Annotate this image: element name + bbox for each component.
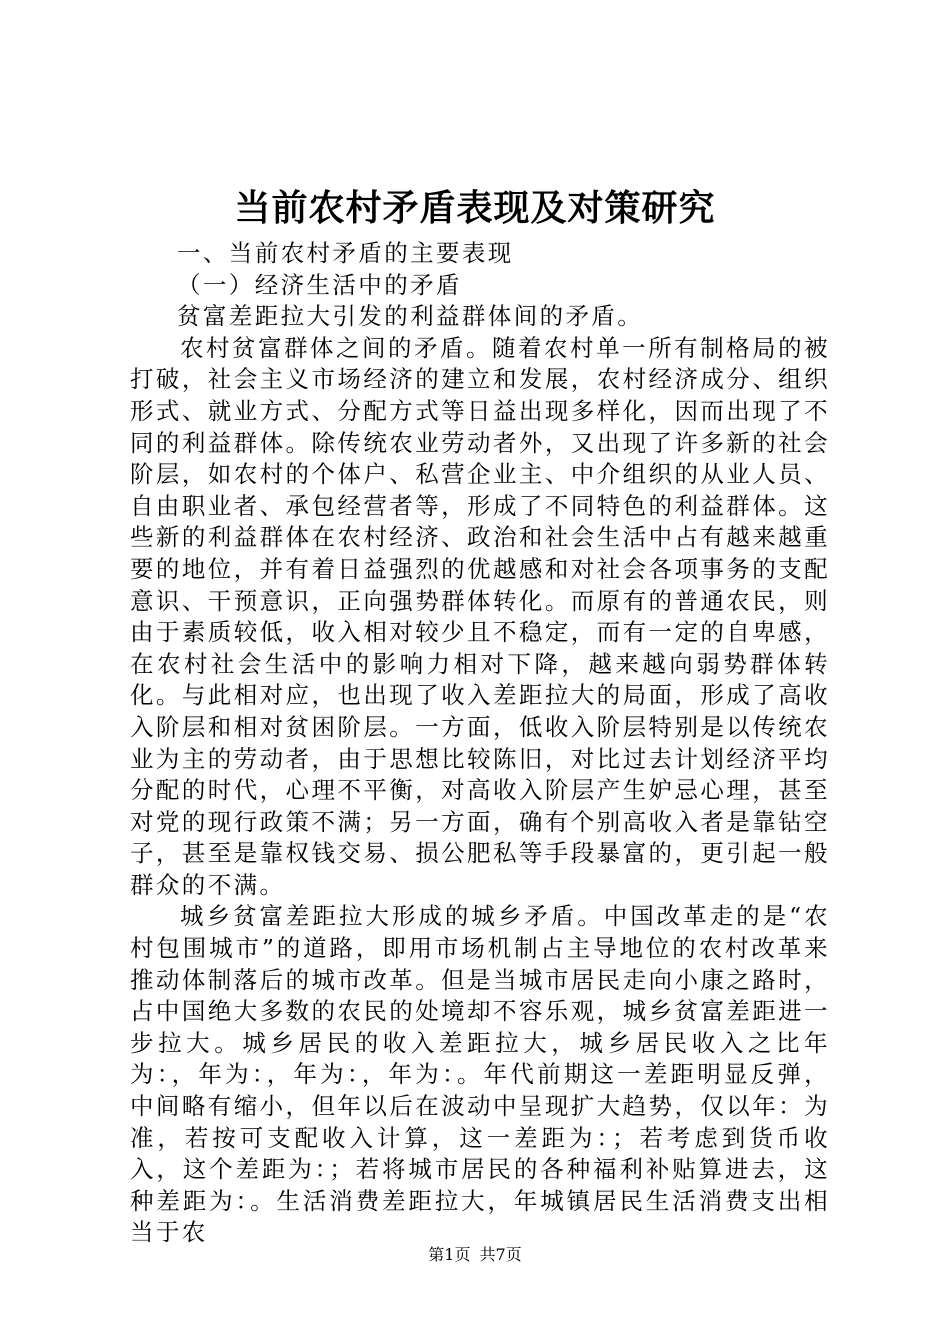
document-title: 当前农村矛盾表现及对策研究: [234, 187, 716, 229]
body-paragraph: 农村贫富群体之间的矛盾。随着农村单一所有制格局的被打破，社会主义市场经济的建立和发展，农村经济成分、组织形式、就业方式、分配方式等日益出现多样化，因而出现了不同的利益群体。除传统农业劳动者外，又出现了许多新的社会阶层，如农村的个体户、私营企业主、中介组织的从业人员、自由职业者、承包经营者等，形成了不同特色的利益群体。这些新的利益群体在农村经济、政治和社会生活中占有越来越重要的地位，并有着日益强烈的优越感和对社会各项事务的支配意识、干预意识，正向强势群体转化。而原有的普通农民，则由于素质较低，收入相对较少且不稳定，而有一定的自卑感，在农村社会生活中的影响力相对下降，越来越向弱势群体转化。与此相对应，也出现了收入差距拉大的局面，形成了高收入阶层和相对贫困阶层。一方面，低收入阶层特别是以传统农业为主的劳动者，由于思想比较陈旧，对比过去计划经济平均分配的时代，心理不平衡，对高收入阶层产生妒忌心理，甚至对党的现行政策不满；另一方面，确有个别高收入者是靠钻空子，甚至是靠权钱交易、损公肥私等手段暴富的，更引起一般群众的不满。: [130, 333, 830, 899]
document-body: [130, 238, 830, 1249]
page-total: 共7页: [479, 1245, 522, 1264]
topic-heading: 贫富差距拉大引发的利益群体间的矛盾。: [177, 302, 644, 331]
subsection-heading: （一）经济生活中的矛盾: [177, 270, 462, 299]
body-paragraph: 城乡贫富差距拉大形成的城乡矛盾。中国改革走的是“农村包围城市”的道路，即用市场机制占主导地位的农村改革来推动体制落后的城市改革。但是当城市居民走向小康之路时，占中国绝大多数的农民的处境却不容乐观，城乡贫富差距进一步拉大。城乡居民的收入差距拉大，城乡居民收入之比年为：，年为：，年为：，年为：。年代前期这一差距明显反弹，中间略有缩小，但年以后在波动中呈现扩大趋势，仅以年：为准，若按可支配收入计算，这一差距为：；若考虑到货币收入，这个差距为：；若将城市居民的各种福利补贴算进去，这种差距为：。生活消费差距拉大，年城镇居民生活消费支出相当于农: [130, 902, 830, 1247]
section-heading: 一、当前农村矛盾的主要表现: [177, 239, 514, 267]
page-number: 第1页: [428, 1245, 471, 1264]
page-footer: [0, 1244, 950, 1266]
